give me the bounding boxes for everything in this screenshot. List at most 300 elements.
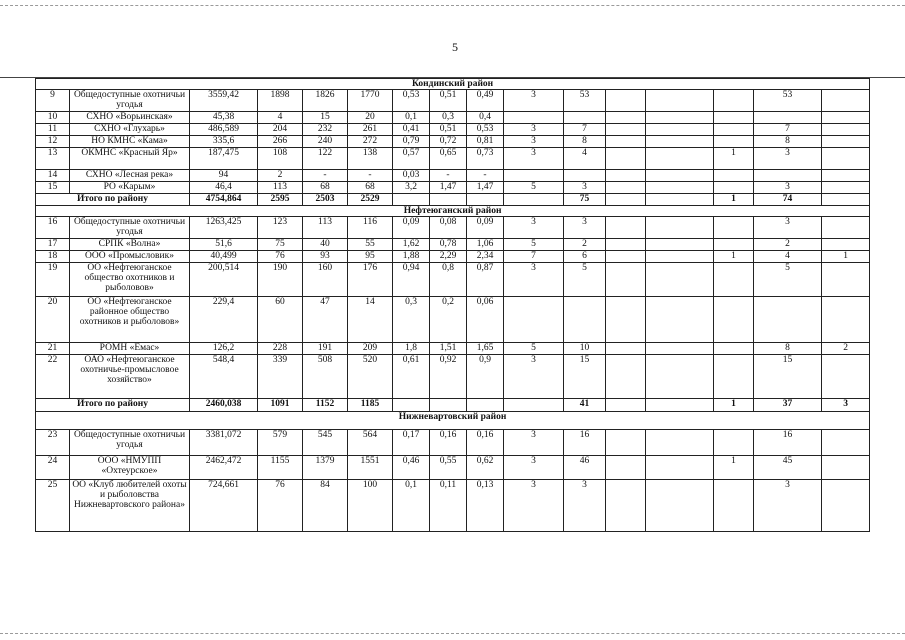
extra-col-1	[606, 170, 646, 182]
density-year-1: 0,53	[393, 90, 430, 112]
extra-col-3	[714, 263, 754, 297]
hunting-ground-name: Общедоступные охотничьи угодья	[70, 430, 190, 456]
density-year-1: 0,79	[393, 136, 430, 148]
extra-col-4: 15	[754, 355, 822, 399]
count-year-3: 68	[348, 182, 393, 194]
table-row	[36, 136, 870, 148]
count-year-3: 1770	[348, 90, 393, 112]
limit-value: 3	[564, 480, 606, 532]
section-title: Нефтеюганский район	[36, 206, 870, 217]
table-row	[36, 182, 870, 194]
empty-cell	[393, 194, 430, 206]
table-row	[36, 430, 870, 456]
limit-value: 15	[564, 355, 606, 399]
density-year-3: 0,09	[467, 217, 504, 239]
empty-cell	[467, 399, 504, 412]
district-total-row	[36, 194, 870, 206]
total-year-2: 1152	[303, 399, 348, 412]
empty-cell	[646, 194, 714, 206]
extra-col-3: 1	[714, 251, 754, 263]
limit-value: 4	[564, 148, 606, 170]
table-row	[36, 456, 870, 480]
total-area: 4754,864	[190, 194, 258, 206]
count-year-1: 1898	[258, 90, 303, 112]
hunting-ground-name: ОО «Нефтеюганское общество охотников и рыболовов»	[70, 263, 190, 297]
count-year-3: 1551	[348, 456, 393, 480]
table-row	[36, 263, 870, 297]
extra-col-4	[754, 297, 822, 343]
density-year-1: 0,57	[393, 148, 430, 170]
count-year-3: 116	[348, 217, 393, 239]
extra-col-3	[714, 239, 754, 251]
extra-col-2	[646, 343, 714, 355]
extra-col-2	[646, 263, 714, 297]
area-value: 548,4	[190, 355, 258, 399]
density-year-1: 0,46	[393, 456, 430, 480]
density-year-1: 0,61	[393, 355, 430, 399]
empty-cell	[504, 399, 564, 412]
count-year-2: 545	[303, 430, 348, 456]
total-limit: 41	[564, 399, 606, 412]
hunting-ground-name: Общедоступные охотничьи угодья	[70, 90, 190, 112]
count-year-1: 2	[258, 170, 303, 182]
extra-col-5	[822, 182, 870, 194]
hunting-ground-name: ОО «Нефтеюганское районное общество охотников и рыболовов»	[70, 297, 190, 343]
extra-col-1	[606, 136, 646, 148]
quota-percent: 5	[504, 343, 564, 355]
extra-col-4: 3	[754, 182, 822, 194]
extra-col-3	[714, 297, 754, 343]
density-year-2: 0,65	[430, 148, 467, 170]
row-number: 11	[36, 124, 70, 136]
row-number: 9	[36, 90, 70, 112]
extra-col-5	[822, 217, 870, 239]
density-year-2: 0,55	[430, 456, 467, 480]
page-top-edge	[0, 5, 905, 6]
area-value: 3381,072	[190, 430, 258, 456]
total-year-3: 2529	[348, 194, 393, 206]
hunting-ground-name: СХНО «Ворьинская»	[70, 112, 190, 124]
area-value: 126,2	[190, 343, 258, 355]
count-year-1: 4	[258, 112, 303, 124]
extra-col-2	[646, 456, 714, 480]
count-year-2: 191	[303, 343, 348, 355]
density-year-3: 1,06	[467, 239, 504, 251]
extra-col-1	[606, 430, 646, 456]
row-number: 21	[36, 343, 70, 355]
density-year-2: 0,2	[430, 297, 467, 343]
extra-col-1	[606, 263, 646, 297]
extra-col-5	[822, 239, 870, 251]
row-number: 23	[36, 430, 70, 456]
hunting-ground-name: ОКМНС «Красный Яр»	[70, 148, 190, 170]
density-year-2: 0,72	[430, 136, 467, 148]
row-number: 10	[36, 112, 70, 124]
extra-col-4: 5	[754, 263, 822, 297]
section-title: Кондинский район	[36, 79, 870, 90]
hunting-ground-name: ОАО «Нефтеюганское охотничье-промысловое хозяйство»	[70, 355, 190, 399]
density-year-2: 0,8	[430, 263, 467, 297]
extra-col-3: 1	[714, 456, 754, 480]
table-row	[36, 170, 870, 182]
count-year-1: 76	[258, 251, 303, 263]
limit-value: 53	[564, 90, 606, 112]
hunting-ground-name: ОО «Клуб любителей охоты и рыболовства Нижневартовского района»	[70, 480, 190, 532]
quota-percent: 3	[504, 430, 564, 456]
extra-col-1	[606, 456, 646, 480]
extra-col-5	[822, 170, 870, 182]
count-year-1: 123	[258, 217, 303, 239]
count-year-1: 76	[258, 480, 303, 532]
area-value: 200,514	[190, 263, 258, 297]
table-row	[36, 112, 870, 124]
density-year-1: 3,2	[393, 182, 430, 194]
density-year-3: 0,49	[467, 90, 504, 112]
density-year-2: 0,16	[430, 430, 467, 456]
page-bottom-edge	[0, 633, 905, 634]
extra-col-2	[646, 124, 714, 136]
limit-value: 5	[564, 263, 606, 297]
area-value: 51,6	[190, 239, 258, 251]
empty-cell	[393, 399, 430, 412]
count-year-3: 272	[348, 136, 393, 148]
extra-col-5	[822, 430, 870, 456]
quota-percent: 3	[504, 456, 564, 480]
area-value: 335,6	[190, 136, 258, 148]
extra-col-1	[606, 355, 646, 399]
count-year-2: 47	[303, 297, 348, 343]
row-number: 17	[36, 239, 70, 251]
density-year-2: 0,08	[430, 217, 467, 239]
density-year-3: 0,87	[467, 263, 504, 297]
extra-col-4: 7	[754, 124, 822, 136]
count-year-1: 1155	[258, 456, 303, 480]
density-year-1: 1,8	[393, 343, 430, 355]
density-year-3: 0,13	[467, 480, 504, 532]
quota-percent: 3	[504, 148, 564, 170]
limit-value: 8	[564, 136, 606, 148]
page-number: 5	[452, 40, 458, 54]
density-year-2: -	[430, 170, 467, 182]
limit-value: 6	[564, 251, 606, 263]
row-number: 15	[36, 182, 70, 194]
count-year-2: 240	[303, 136, 348, 148]
total-extra-4: 74	[754, 194, 822, 206]
density-year-1: 0,03	[393, 170, 430, 182]
extra-col-3	[714, 90, 754, 112]
hunting-ground-name: НО КМНС «Кама»	[70, 136, 190, 148]
count-year-1: 579	[258, 430, 303, 456]
density-year-3: 0,4	[467, 112, 504, 124]
table-row	[36, 239, 870, 251]
total-year-2: 2503	[303, 194, 348, 206]
extra-col-4: 3	[754, 148, 822, 170]
density-year-3: 0,73	[467, 148, 504, 170]
table-row	[36, 251, 870, 263]
density-year-1: 0,1	[393, 112, 430, 124]
quota-percent: 5	[504, 239, 564, 251]
hunting-ground-name: РО «Карым»	[70, 182, 190, 194]
total-label: Итого по району	[36, 194, 190, 206]
count-year-1: 108	[258, 148, 303, 170]
row-number: 12	[36, 136, 70, 148]
count-year-2: 68	[303, 182, 348, 194]
density-year-2: 0,3	[430, 112, 467, 124]
extra-col-4: 8	[754, 136, 822, 148]
density-year-2: 0,51	[430, 90, 467, 112]
density-year-2: 1,51	[430, 343, 467, 355]
count-year-3: 14	[348, 297, 393, 343]
table-row	[36, 124, 870, 136]
limit-value	[564, 170, 606, 182]
quota-percent: 3	[504, 124, 564, 136]
extra-col-4	[754, 170, 822, 182]
quota-percent: 3	[504, 355, 564, 399]
extra-col-2	[646, 239, 714, 251]
extra-col-3	[714, 136, 754, 148]
extra-col-5	[822, 355, 870, 399]
table-row	[36, 148, 870, 170]
count-year-3: 176	[348, 263, 393, 297]
density-year-3: -	[467, 170, 504, 182]
extra-col-5: 1	[822, 251, 870, 263]
extra-col-4: 53	[754, 90, 822, 112]
area-value: 46,4	[190, 182, 258, 194]
extra-col-4: 3	[754, 480, 822, 532]
extra-col-1	[606, 480, 646, 532]
extra-col-2	[646, 355, 714, 399]
density-year-1: 0,17	[393, 430, 430, 456]
extra-col-1	[606, 124, 646, 136]
count-year-3: 520	[348, 355, 393, 399]
extra-col-2	[646, 217, 714, 239]
extra-col-4: 4	[754, 251, 822, 263]
density-year-1: 0,09	[393, 217, 430, 239]
count-year-2: 232	[303, 124, 348, 136]
area-value: 724,661	[190, 480, 258, 532]
row-number: 25	[36, 480, 70, 532]
count-year-1: 60	[258, 297, 303, 343]
extra-col-1	[606, 251, 646, 263]
area-value: 40,499	[190, 251, 258, 263]
count-year-1: 228	[258, 343, 303, 355]
section-header-row	[36, 79, 870, 90]
total-extra-5: 3	[822, 399, 870, 412]
count-year-3: 55	[348, 239, 393, 251]
total-year-1: 1091	[258, 399, 303, 412]
count-year-3: 138	[348, 148, 393, 170]
extra-col-4	[754, 112, 822, 124]
area-value: 1263,425	[190, 217, 258, 239]
count-year-2: 84	[303, 480, 348, 532]
count-year-1: 266	[258, 136, 303, 148]
extra-col-2	[646, 90, 714, 112]
section-header-row	[36, 412, 870, 430]
density-year-1: 1,88	[393, 251, 430, 263]
row-number: 20	[36, 297, 70, 343]
row-number: 18	[36, 251, 70, 263]
table-body	[36, 79, 870, 532]
table-row	[36, 217, 870, 239]
quota-percent	[504, 170, 564, 182]
quota-percent: 3	[504, 136, 564, 148]
count-year-1: 190	[258, 263, 303, 297]
extra-col-3	[714, 124, 754, 136]
extra-col-4: 3	[754, 217, 822, 239]
count-year-2: 1826	[303, 90, 348, 112]
empty-cell	[606, 399, 646, 412]
section-header-row	[36, 206, 870, 217]
limit-value: 10	[564, 343, 606, 355]
count-year-3: 261	[348, 124, 393, 136]
extra-col-3	[714, 170, 754, 182]
extra-col-1	[606, 343, 646, 355]
density-year-3: 0,81	[467, 136, 504, 148]
quota-percent	[504, 297, 564, 343]
empty-cell	[430, 399, 467, 412]
density-year-3: 0,62	[467, 456, 504, 480]
count-year-3: 100	[348, 480, 393, 532]
area-value: 486,589	[190, 124, 258, 136]
area-value: 3559,42	[190, 90, 258, 112]
hunting-quota-table	[35, 78, 870, 532]
extra-col-1	[606, 182, 646, 194]
total-area: 2460,038	[190, 399, 258, 412]
extra-col-4: 16	[754, 430, 822, 456]
total-extra-3: 1	[714, 399, 754, 412]
row-number: 14	[36, 170, 70, 182]
row-number: 22	[36, 355, 70, 399]
extra-col-3	[714, 355, 754, 399]
hunting-ground-name: СХНО «Лесная река»	[70, 170, 190, 182]
limit-value: 3	[564, 217, 606, 239]
total-extra-5	[822, 194, 870, 206]
limit-value	[564, 297, 606, 343]
hunting-ground-name: СХНО «Глухарь»	[70, 124, 190, 136]
total-extra-3: 1	[714, 194, 754, 206]
count-year-2: 122	[303, 148, 348, 170]
density-year-2: 0,11	[430, 480, 467, 532]
count-year-2: -	[303, 170, 348, 182]
quota-percent: 3	[504, 480, 564, 532]
hunting-ground-name: ООО «Промысловик»	[70, 251, 190, 263]
extra-col-4: 45	[754, 456, 822, 480]
count-year-2: 1379	[303, 456, 348, 480]
extra-col-5	[822, 297, 870, 343]
limit-value: 16	[564, 430, 606, 456]
total-label: Итого по району	[36, 399, 190, 412]
extra-col-5	[822, 112, 870, 124]
extra-col-3	[714, 112, 754, 124]
table-row	[36, 480, 870, 532]
density-year-1: 0,94	[393, 263, 430, 297]
extra-col-1	[606, 217, 646, 239]
extra-col-2	[646, 480, 714, 532]
density-year-3: 1,65	[467, 343, 504, 355]
total-year-3: 1185	[348, 399, 393, 412]
table-row	[36, 90, 870, 112]
extra-col-1	[606, 112, 646, 124]
count-year-2: 15	[303, 112, 348, 124]
extra-col-2	[646, 136, 714, 148]
density-year-1: 1,62	[393, 239, 430, 251]
extra-col-5: 2	[822, 343, 870, 355]
extra-col-5	[822, 124, 870, 136]
quota-percent: 3	[504, 90, 564, 112]
count-year-1: 75	[258, 239, 303, 251]
row-number: 16	[36, 217, 70, 239]
density-year-3: 0,16	[467, 430, 504, 456]
area-value: 45,38	[190, 112, 258, 124]
row-number: 24	[36, 456, 70, 480]
quota-percent: 5	[504, 182, 564, 194]
extra-col-4: 2	[754, 239, 822, 251]
quota-percent: 7	[504, 251, 564, 263]
table-row	[36, 297, 870, 343]
extra-col-3	[714, 480, 754, 532]
limit-value: 7	[564, 124, 606, 136]
section-title: Нижневартовский район	[36, 412, 870, 430]
quota-percent: 3	[504, 263, 564, 297]
density-year-2: 0,78	[430, 239, 467, 251]
hunting-ground-name: Общедоступные охотничьи угодья	[70, 217, 190, 239]
extra-col-2	[646, 148, 714, 170]
density-year-3: 0,53	[467, 124, 504, 136]
density-year-1: 0,1	[393, 480, 430, 532]
area-value: 2462,472	[190, 456, 258, 480]
limit-value	[564, 112, 606, 124]
extra-col-5	[822, 90, 870, 112]
density-year-3: 0,9	[467, 355, 504, 399]
count-year-3: -	[348, 170, 393, 182]
count-year-3: 209	[348, 343, 393, 355]
count-year-2: 40	[303, 239, 348, 251]
extra-col-3	[714, 217, 754, 239]
limit-value: 46	[564, 456, 606, 480]
density-year-1: 0,41	[393, 124, 430, 136]
quota-percent	[504, 112, 564, 124]
hunting-ground-name: ООО «НМУПП «Охтеурское»	[70, 456, 190, 480]
empty-cell	[467, 194, 504, 206]
total-limit: 75	[564, 194, 606, 206]
extra-col-1	[606, 148, 646, 170]
extra-col-1	[606, 90, 646, 112]
count-year-3: 564	[348, 430, 393, 456]
table-row	[36, 355, 870, 399]
extra-col-2	[646, 297, 714, 343]
area-value: 229,4	[190, 297, 258, 343]
density-year-2: 1,47	[430, 182, 467, 194]
extra-col-1	[606, 239, 646, 251]
total-extra-4: 37	[754, 399, 822, 412]
extra-col-3	[714, 343, 754, 355]
extra-col-5	[822, 456, 870, 480]
extra-col-3	[714, 430, 754, 456]
extra-col-2	[646, 170, 714, 182]
extra-col-4: 8	[754, 343, 822, 355]
extra-col-3: 1	[714, 148, 754, 170]
extra-col-3	[714, 182, 754, 194]
extra-col-5	[822, 148, 870, 170]
extra-col-2	[646, 430, 714, 456]
density-year-3: 1,47	[467, 182, 504, 194]
row-number: 19	[36, 263, 70, 297]
density-year-2: 0,92	[430, 355, 467, 399]
empty-cell	[430, 194, 467, 206]
count-year-1: 339	[258, 355, 303, 399]
count-year-2: 113	[303, 217, 348, 239]
area-value: 187,475	[190, 148, 258, 170]
